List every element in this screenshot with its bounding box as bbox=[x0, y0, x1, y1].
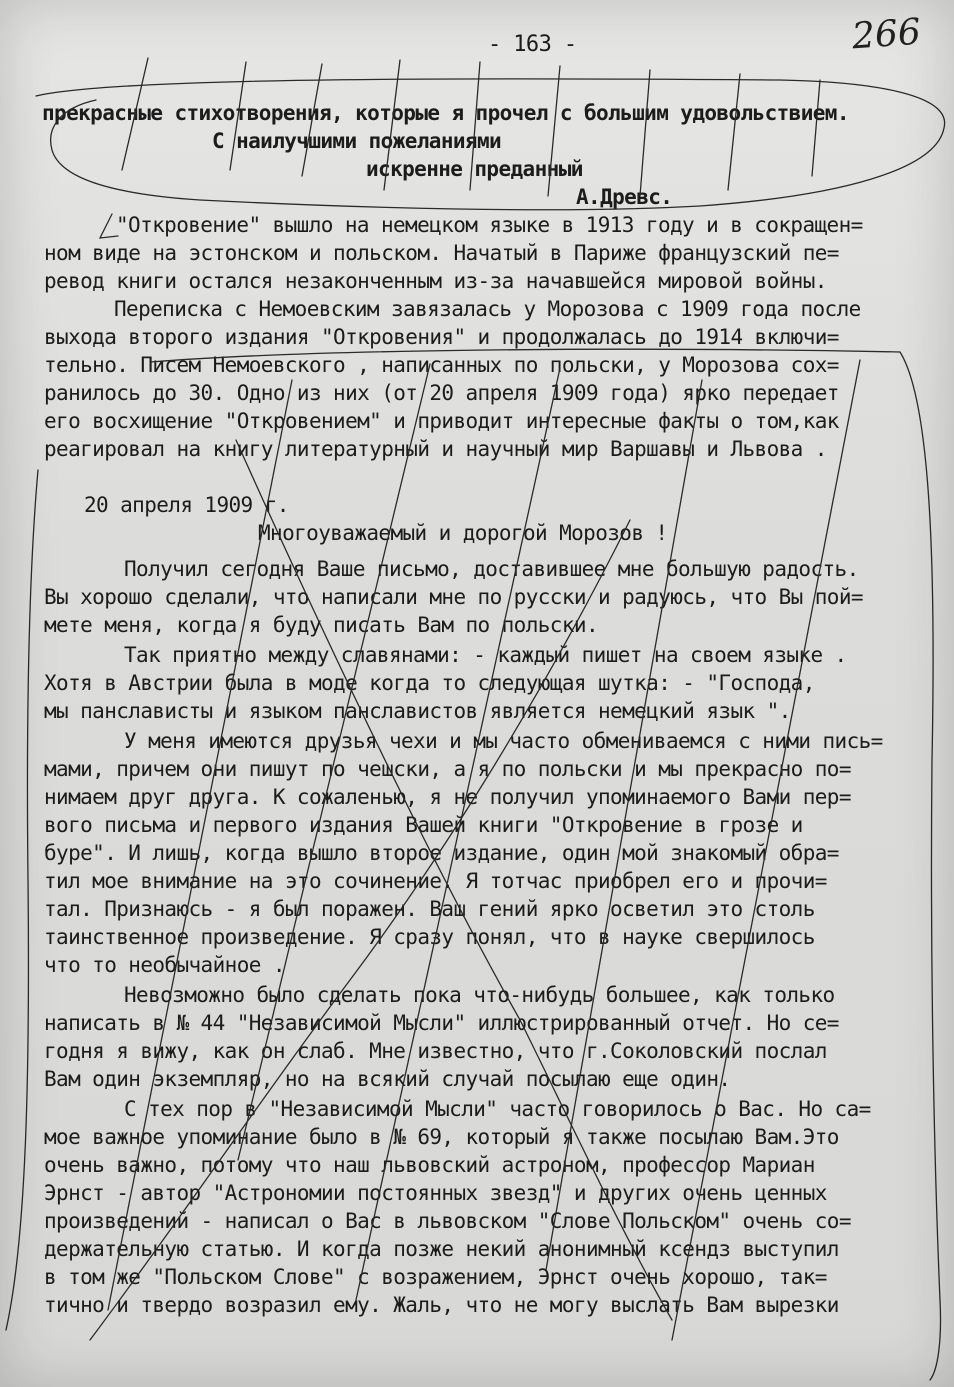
letter-line: в том же "Польском Слове" с возражением, Эрнст очень хорошо, так= bbox=[44, 1265, 827, 1289]
narrative-line: ранилось до 30. Одно из них (от 20 апреля 1909 года) ярко передает bbox=[44, 381, 839, 405]
narrative-line: реагировал на книгу литературный и научный мир Варшавы и Львова . bbox=[44, 437, 827, 461]
letter-line: Так приятно между славянами: - каждый пишет на своем языке . bbox=[124, 643, 847, 667]
letter-line: Вы хорошо сделали, что написали мне по русски и радуюсь, что Вы пой= bbox=[44, 585, 863, 609]
letter-end-signature: А.Древс. bbox=[576, 185, 673, 209]
letter-line: Эрнст - автор "Астрономии постоянных звезд" и других очень ценных bbox=[44, 1181, 827, 1205]
letter-line: С тех пор в "Независимой Мысли" часто говорилось о Вас. Но са= bbox=[124, 1097, 871, 1121]
letter-date: 20 апреля 1909 г. bbox=[84, 493, 289, 517]
narrative-line: тельно. Писем Немоевского , написанных по польски, у Морозова сох= bbox=[44, 353, 839, 377]
pencil-outline-mark bbox=[6, 470, 38, 1330]
letter-line: тил мое внимание на это сочинение. Я тотчас приобрел его и прочи= bbox=[44, 869, 827, 893]
letter-line: произведений - написал о Вас в львовском "Слове Польском" очень со= bbox=[44, 1209, 851, 1233]
narrative-line: ном виде на эстонском и польском. Начатый в Париже французский пе= bbox=[44, 241, 839, 265]
letter-line: написать в № 44 "Независимой Мысли" иллюстрированный отчет. Но се= bbox=[44, 1011, 839, 1035]
letter-line: держательную статью. И когда позже некий анонимный ксендз выступил bbox=[44, 1237, 839, 1261]
pencil-strike-mark bbox=[728, 74, 740, 190]
letter-line: У меня имеются друзья чехи и мы часто обмениваемся с ними пись= bbox=[124, 729, 883, 753]
letter-line: очень важно, потому что наш львовский астроном, профессор Мариан bbox=[44, 1153, 815, 1177]
narrative-line: ревод книги остался незаконченным из-за начавшейся мировой войны. bbox=[44, 269, 827, 293]
page-number: - 163 - bbox=[488, 32, 577, 57]
narrative-line: выхода второго издания "Откровения" и продолжалась до 1914 включи= bbox=[44, 325, 839, 349]
narrative-line: "Откровение" вышло на немецком языке в 1913 году и в сокращен= bbox=[116, 213, 863, 237]
letter-line: Хотя в Австрии была в моде когда то следующая шутка: - "Господа, bbox=[44, 671, 815, 695]
letter-line: Получил сегодня Ваше письмо, доставившее мне большую радость. bbox=[124, 557, 859, 581]
letter-line: годня я вижу, как он слаб. Мне известно, что г.Соколовский послал bbox=[44, 1039, 827, 1063]
letter-line: Вам один экземпляр, но на всякий случай посылаю еще один. bbox=[44, 1067, 731, 1091]
letter-end-closing: С наилучшими пожеланиями bbox=[212, 129, 502, 153]
letter-line: буре". И лишь, когда вышло второе издание, один мой знакомый обра= bbox=[44, 841, 839, 865]
letter-end-line: прекрасные стихотворения, которые я прочел с большим удовольствием. bbox=[42, 101, 849, 125]
pencil-strike-mark bbox=[640, 70, 650, 196]
narrative-line: его восхищение "Откровением" и приводит интересные факты о том,как bbox=[44, 409, 839, 433]
letter-line: тал. Признаюсь - я был поражен. Ваш гений ярко осветил это столь bbox=[44, 897, 815, 921]
letter-line: тично и твердо возразил ему. Жаль, что не могу выслать Вам вырезки bbox=[44, 1293, 839, 1317]
archive-number: 266 bbox=[850, 11, 923, 58]
pencil-strike-mark bbox=[812, 80, 820, 176]
letter-line: таинственное произведение. Я сразу понял, что в науке свершилось bbox=[44, 925, 815, 949]
narrative-line: Переписка с Немоевским завязалась у Морозова с 1909 года после bbox=[114, 297, 861, 321]
letter-line: Невозможно было сделать пока что-нибудь большее, как только bbox=[124, 983, 835, 1007]
letter-end-regards: искренне преданный bbox=[366, 157, 583, 181]
letter-line: мами, причем они пишут по чешски, а я по польски и мы прекрасно по= bbox=[44, 757, 851, 781]
letter-line: вого письма и первого издания Вашей книги "Откровение в грозе и bbox=[44, 813, 803, 837]
letter-line: мы панслависты и языком панславистов является немецкий язык ". bbox=[44, 699, 791, 723]
letter-line: мете меня, когда я буду писать Вам по польски. bbox=[44, 613, 598, 637]
letter-line: что то необычайное . bbox=[44, 953, 285, 977]
letter-line: мое важное упоминание было в № 69, который я также посылаю Вам.Это bbox=[44, 1125, 839, 1149]
letter-line: нимаем друг друга. К сожаленью, я не получил упоминаемого Вами пер= bbox=[44, 785, 851, 809]
letter-salutation: Многоуважаемый и дорогой Морозов ! bbox=[258, 521, 668, 545]
